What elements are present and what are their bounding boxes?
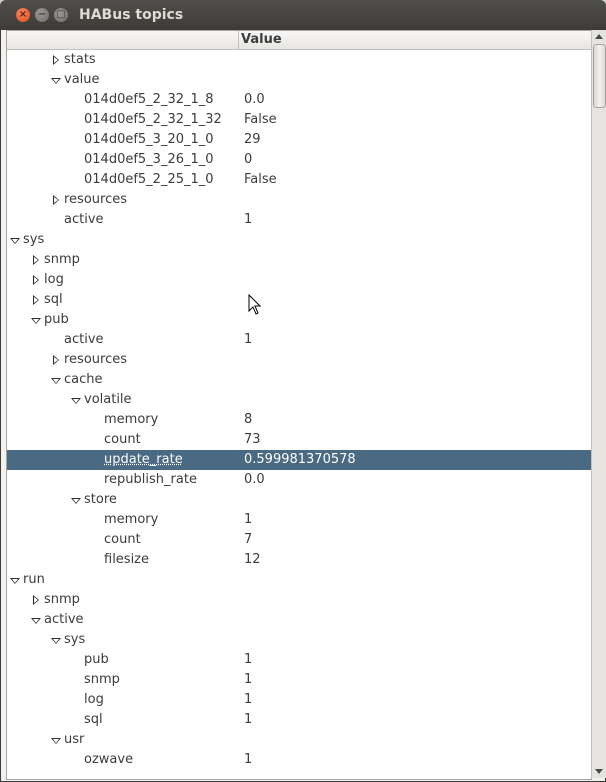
tree-row-value: 29 — [244, 132, 261, 147]
tree-row[interactable] — [7, 170, 591, 190]
tree-row-label: active — [64, 212, 104, 227]
maximize-icon[interactable]: □ — [54, 8, 68, 22]
tree-row-value: 1 — [244, 712, 253, 727]
tree-row-label: 014d0ef5_2_32_1_32 — [84, 112, 222, 127]
tree-row[interactable] — [7, 290, 591, 310]
tree-row-value: 1 — [244, 672, 253, 687]
tree-row[interactable] — [7, 490, 591, 510]
collapsed-triangle-icon[interactable] — [53, 55, 59, 65]
tree-row[interactable] — [7, 250, 591, 270]
tree-row[interactable] — [7, 610, 591, 630]
tree-row-label: 014d0ef5_2_25_1_0 — [84, 172, 214, 187]
tree-row-value: 1 — [244, 752, 253, 767]
tree-row-label: store — [84, 492, 117, 507]
tree-row-label: active — [44, 612, 84, 627]
expanded-triangle-icon[interactable] — [31, 318, 41, 324]
tree-row-label: republish_rate — [104, 472, 197, 487]
tree-row[interactable] — [7, 410, 591, 430]
tree-row-value: 73 — [244, 432, 261, 447]
tree-row-label: 014d0ef5_3_20_1_0 — [84, 132, 214, 147]
tree-row-label: update_rate — [104, 452, 183, 467]
expanded-triangle-icon[interactable] — [51, 378, 61, 384]
tree-row[interactable] — [7, 370, 591, 390]
tree-row[interactable] — [7, 210, 591, 230]
minimize-icon[interactable]: − — [35, 8, 49, 22]
tree-row-label: count — [104, 432, 141, 447]
tree-rows — [7, 50, 591, 770]
tree-row[interactable] — [7, 330, 591, 350]
tree-row-value: 0.599981370578 — [244, 452, 356, 467]
tree-row[interactable] — [7, 190, 591, 210]
tree-row[interactable] — [7, 430, 591, 450]
tree-row-label: memory — [104, 412, 159, 427]
tree-row-label: resources — [64, 192, 128, 207]
tree-row-label: resources — [64, 352, 128, 367]
tree-row[interactable] — [7, 110, 591, 130]
expanded-triangle-icon[interactable] — [51, 738, 61, 744]
tree-row[interactable] — [7, 710, 591, 730]
tree-row-value: 1 — [244, 512, 253, 527]
tree-row-value: 8 — [244, 412, 253, 427]
close-icon[interactable]: × — [16, 8, 30, 22]
tree-row-label: filesize — [104, 552, 150, 567]
tree-row[interactable] — [7, 550, 591, 570]
tree-row-label: snmp — [44, 592, 80, 607]
scroll-up-icon[interactable] — [595, 34, 603, 39]
collapsed-triangle-icon[interactable] — [33, 595, 39, 605]
tree-row[interactable] — [7, 730, 591, 750]
tree-row-value: 1 — [244, 692, 253, 707]
tree-row-value: 1 — [244, 652, 253, 667]
tree-row-value: 1 — [244, 332, 253, 347]
column-header-value[interactable]: Value — [241, 32, 282, 47]
collapsed-triangle-icon[interactable] — [53, 355, 59, 365]
collapsed-triangle-icon[interactable] — [33, 295, 39, 305]
tree-row-label: sys — [64, 632, 86, 647]
tree-row-label: run — [23, 572, 45, 587]
vertical-scrollbar[interactable] — [591, 30, 606, 778]
tree-row-value: 0 — [244, 152, 253, 167]
tree-row-label: sql — [84, 712, 103, 727]
tree-row[interactable] — [7, 650, 591, 670]
tree-row[interactable] — [7, 450, 591, 470]
tree-row-value: False — [244, 112, 277, 127]
tree-row[interactable] — [7, 470, 591, 490]
column-header-name[interactable] — [7, 31, 239, 49]
expanded-triangle-icon[interactable] — [51, 78, 61, 84]
expanded-triangle-icon[interactable] — [51, 638, 61, 644]
expanded-triangle-icon[interactable] — [71, 498, 81, 504]
tree-row-label: 014d0ef5_3_26_1_0 — [84, 152, 214, 167]
topic-tree-view[interactable] — [6, 30, 592, 780]
collapsed-triangle-icon[interactable] — [33, 275, 39, 285]
tree-row-label: ozwave — [84, 752, 134, 767]
tree-row-value: 0.0 — [244, 92, 265, 107]
tree-row[interactable] — [7, 150, 591, 170]
window-title: HABus topics — [79, 7, 184, 23]
collapsed-triangle-icon[interactable] — [53, 195, 59, 205]
tree-row[interactable] — [7, 630, 591, 650]
tree-row-label: snmp — [44, 252, 80, 267]
mouse-pointer-icon — [248, 294, 262, 316]
tree-row[interactable] — [7, 50, 591, 70]
tree-row-label: memory — [104, 512, 159, 527]
tree-row[interactable] — [7, 390, 591, 410]
tree-row[interactable] — [7, 310, 591, 330]
tree-row[interactable] — [7, 270, 591, 290]
tree-row[interactable] — [7, 350, 591, 370]
scroll-down-icon[interactable] — [595, 769, 603, 774]
tree-row-label: sys — [23, 232, 45, 247]
tree-row-label: pub — [84, 652, 109, 667]
tree-row[interactable] — [7, 670, 591, 690]
tree-row-label: value — [64, 72, 100, 87]
title-bar[interactable] — [0, 0, 606, 30]
tree-row[interactable] — [7, 90, 591, 110]
tree-row-label: 014d0ef5_2_32_1_8 — [84, 92, 214, 107]
tree-row-label: snmp — [84, 672, 120, 687]
tree-row[interactable] — [7, 750, 591, 770]
expanded-triangle-icon[interactable] — [71, 398, 81, 404]
tree-row-label: sql — [44, 292, 63, 307]
tree-row-value: False — [244, 172, 277, 187]
tree-row-label: usr — [64, 732, 85, 747]
expanded-triangle-icon[interactable] — [31, 618, 41, 624]
tree-row[interactable] — [7, 570, 591, 590]
tree-row-label: log — [44, 272, 64, 287]
collapsed-triangle-icon[interactable] — [33, 255, 39, 265]
scrollbar-thumb[interactable] — [593, 44, 606, 108]
tree-row[interactable] — [7, 530, 591, 550]
tree-row[interactable] — [7, 130, 591, 150]
tree-row[interactable] — [7, 70, 591, 90]
tree-row[interactable] — [7, 690, 591, 710]
tree-row[interactable] — [7, 510, 591, 530]
expanded-triangle-icon[interactable] — [10, 238, 20, 244]
tree-row-value: 0.0 — [244, 472, 265, 487]
tree-row-label: cache — [64, 372, 103, 387]
tree-row-label: active — [64, 332, 104, 347]
tree-row-label: volatile — [84, 392, 132, 407]
tree-row-label: count — [104, 532, 141, 547]
tree-row-value: 1 — [244, 212, 253, 227]
tree-row[interactable] — [7, 590, 591, 610]
tree-row-label: stats — [64, 52, 96, 67]
tree-row-label: log — [84, 692, 104, 707]
tree-row-value: 12 — [244, 552, 261, 567]
tree-row[interactable] — [7, 230, 591, 250]
expanded-triangle-icon[interactable] — [10, 578, 20, 584]
column-header — [7, 31, 591, 50]
tree-row-label: pub — [44, 312, 69, 327]
tree-row-value: 7 — [244, 532, 253, 547]
